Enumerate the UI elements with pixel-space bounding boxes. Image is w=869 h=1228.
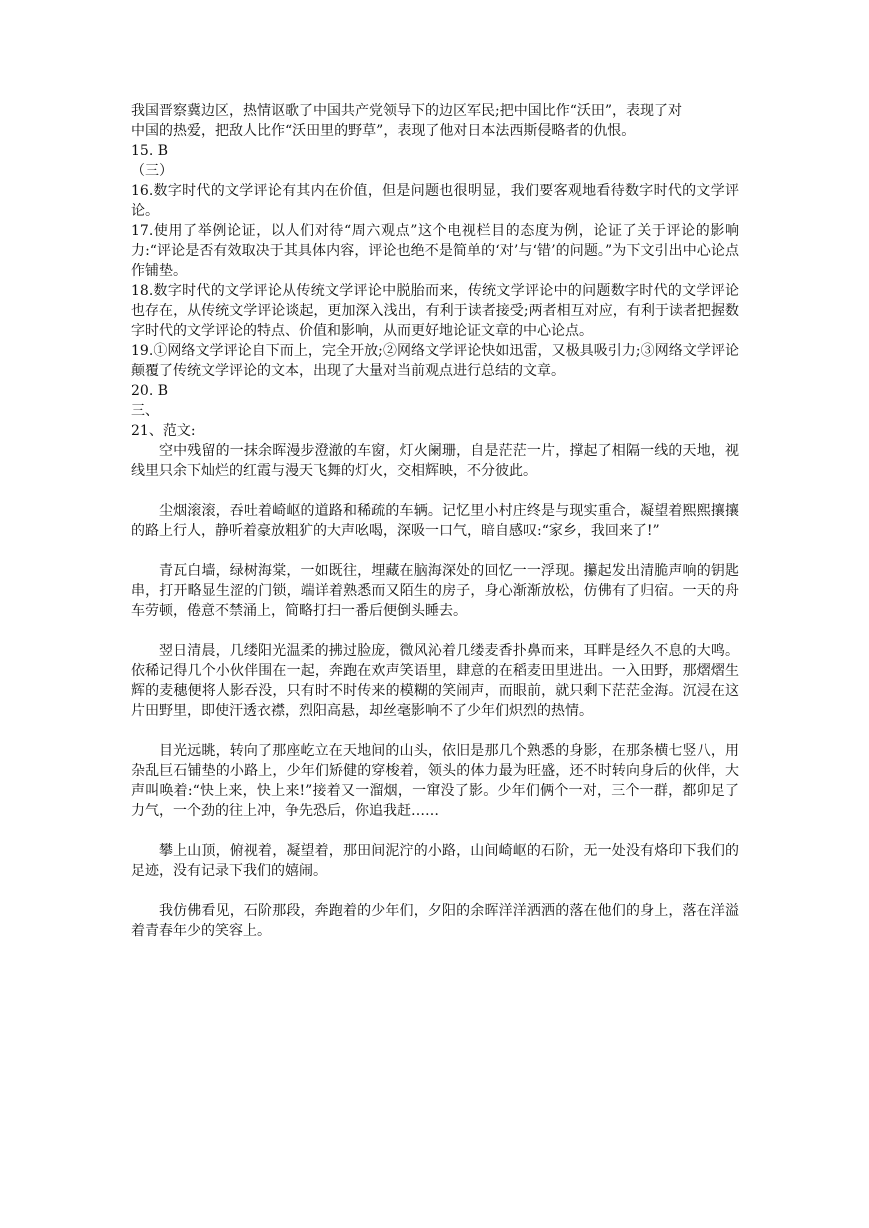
essay-paragraph-4: 翌日清晨，几缕阳光温柔的拂过脸庞，微风沁着几缕麦香扑鼻而来，耳畔是经久不息的大鸣。依稀记得几个小伙伴围在一起，奔跑在欢声笑语里，肆意的在稻麦田里进出。一入田野，那熠熠生辉的麦穗便将人影吞没，只有时不时传来的模糊的笑闹声，而眼前，就只剩下茫茫金海。沉浸在这片田野里，即使汗透衣襟，烈阳高悬，却丝毫影响不了少年们炽烈的热情。 bbox=[131, 643, 739, 719]
paragraph-gap bbox=[131, 541, 739, 561]
answer-15: 15. B bbox=[131, 143, 169, 159]
essay-paragraph-6: 攀上山顶，俯视着，凝望着，那田间泥泞的小路，山间崎岖的石阶，无一处没有烙印下我们的足迹，没有记录下我们的嬉闹。 bbox=[131, 843, 739, 879]
document-page bbox=[131, 101, 739, 941]
intro-line-2: 中国的热爱，把敌人比作“沃田里的野草”，表现了他对日本法西斯侵略者的仇恨。 bbox=[131, 123, 636, 139]
paragraph-gap bbox=[131, 881, 739, 901]
intro-line-1: 我国晋察冀边区，热情讴歌了中国共产党领导下的边区军民;把中国比作“沃田”，表现了对 bbox=[131, 103, 683, 119]
answer-20: 20. B bbox=[131, 383, 169, 399]
essay-paragraph-1: 空中残留的一抹余晖漫步澄澈的车窗，灯火阑珊，自是茫茫一片，撑起了相隔一线的天地，视线里只余下灿烂的红霞与漫天飞舞的灯火，交相辉映，不分彼此。 bbox=[131, 443, 739, 479]
essay-paragraph-2: 尘烟滚滚，吞吐着崎岖的道路和稀疏的车辆。记忆里小村庄终是与现实重合，凝望着熙熙攘攘的路上行人，静听着豪放粗犷的大声吆喝，深吸一口气，暗自感叹:“家乡，我回来了!” bbox=[131, 503, 739, 539]
essay-paragraph-3: 青瓦白墙，绿树海棠，一如既往，埋藏在脑海深处的回忆一一浮现。攥起发出清脆声响的钥匙串，打开略显生涩的门锁，端详着熟悉而又陌生的房子，身心渐渐放松，仿佛有了归宿。一天的舟车劳顿，倦意不禁涌上，简略打扫一番后便倒头睡去。 bbox=[131, 563, 739, 619]
paragraph-gap bbox=[131, 821, 739, 841]
answer-18: 18.数字时代的文学评论从传统文学评论中脱胎而来，传统文学评论中的问题数字时代的文学评论也存在，从传统文学评论谈起，更加深入浅出，有利于读者接受;两者相互对应，有利于读者把握数字时代的文学评论的特点、价值和影响，从而更好地论证文章的中心论点。 bbox=[131, 283, 739, 339]
essay-paragraph-7: 我仿佛看见，石阶那段，奔跑着的少年们，夕阳的余晖洋洋洒洒的落在他们的身上，落在洋溢着青春年少的笑容上。 bbox=[131, 903, 739, 939]
answer-19: 19.①网络文学评论自下而上，完全开放;②网络文学评论快如迅雷，又极具吸引力;③网络文学评论颠覆了传统文学评论的文本，出现了大量对当前观点进行总结的文章。 bbox=[131, 343, 739, 379]
paragraph-gap bbox=[131, 621, 739, 641]
essay-paragraph-5: 目光远眺，转向了那座屹立在天地间的山头，依旧是那几个熟悉的身影，在那条横七竖八，用杂乱巨石铺垫的小路上，少年们矫健的穿梭着，领头的体力最为旺盛，还不时转向身后的伙伴，大声叫唤着:“快上来，快上来!”接着又一溜烟，一窜没了影。少年们俩个一对，三个一群，都卯足了力气，一个劲的往上冲，争先恐后，你追我赶…… bbox=[131, 743, 739, 819]
section-heading-three-paren: （三） bbox=[131, 163, 173, 179]
answer-17: 17.使用了举例论证，以人们对待“周六观点”这个电视栏目的态度为例，论证了关于评论的影响力:“评论是否有效取决于其具体内容，评论也绝不是简单的‘对’与‘错’的问题。”为下文引出中心论点作铺垫。 bbox=[131, 223, 739, 279]
paragraph-gap bbox=[131, 481, 739, 501]
answer-21-heading: 21、范文: bbox=[131, 423, 196, 439]
answer-16: 16.数字时代的文学评论有其内在价值，但是问题也很明显，我们要客观地看待数字时代的文学评论。 bbox=[131, 183, 739, 219]
paragraph-gap bbox=[131, 721, 739, 741]
section-heading-three: 三、 bbox=[131, 403, 159, 419]
